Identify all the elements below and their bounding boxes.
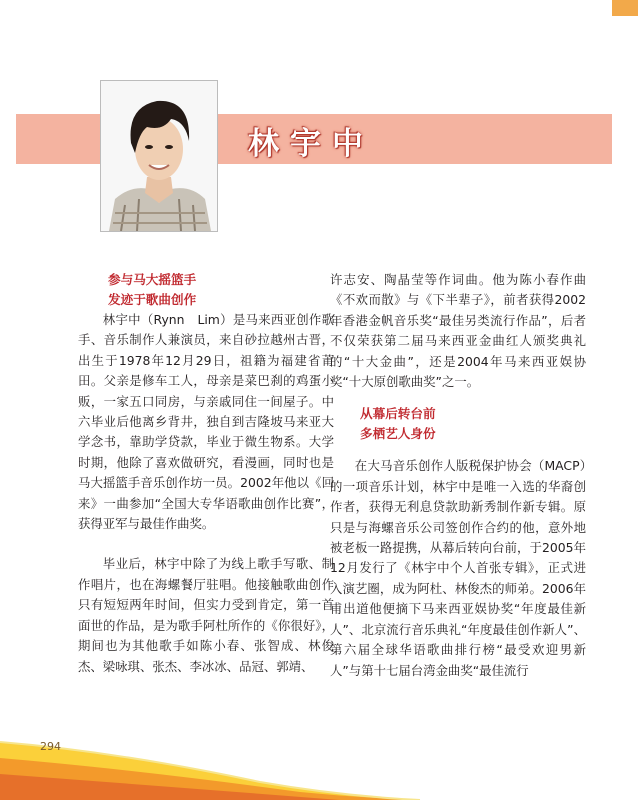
heading-line: 从幕后转台前 (360, 406, 436, 422)
footer-swoosh (0, 712, 638, 800)
paragraph: 许志安、陶晶莹等作词曲。他为陈小春作曲《不欢而散》与《下半辈子》，前者获得2002年香港金帆音乐奖“最佳另类流行作品”，后者不仅荣获第二届马来西亚金曲红人颁奖典礼的“十大金曲”，还是2004年马来西亚娱协奖“十大原创歌曲奖”之一。 (330, 272, 586, 390)
section-heading-1 (108, 270, 334, 310)
section-heading-2 (360, 404, 586, 444)
paragraph: 林宇中（Rynn Lim）是马来西亚创作歌手、音乐制作人兼演员，来自砂拉越州古晋，出生于1978年12月29日，祖籍为福建省莆田。父亲是修车工人，母亲是菜巴刹的鸡蛋小贩，一家五口同房，与亲戚同住一间屋子。中六毕业后他离乡背井，独自到吉隆坡马来亚大学念书，靠助学贷款，毕业于微生物系。大学时期，他除了喜欢做研究，看漫画，同时也是马大摇篮手音乐创作坊一员。2002年他以《回来》一曲参加“全国大专华语歌曲创作比赛”，获得亚军与最佳作曲奖。 (78, 312, 334, 532)
portrait-photo (100, 80, 218, 232)
paragraph-gap (330, 444, 586, 456)
paragraph-gap (78, 534, 334, 554)
paragraph: 在大马音乐创作人版税保护协会（MACP）的一项音乐计划，林宇中是唯一入选的华裔创作者，获得无利息贷款助新秀制作新专辑。原只是与海螺音乐公司签创作合约的他，意外地被老板一路提携，从幕后转向台前，于2005年12月发行了《林宇中个人首张专辑》，正式进入演艺圈，成为阿杜、林俊杰的师弟。2006年甫出道他便摘下马来西亚娱协奖“年度最佳新人”、北京流行音乐典礼“年度最佳创作新人”、第六届全球华语歌曲排行榜“最受欢迎男新人”与第十七届台湾金曲奖“最佳流行 (330, 458, 586, 678)
paragraph-gap (330, 392, 586, 404)
page-number: 294 (40, 740, 61, 753)
corner-tab (612, 0, 638, 16)
right-column (330, 270, 586, 681)
portrait-illustration (101, 81, 217, 231)
heading-line: 参与马大摇篮手 (108, 272, 197, 287)
heading-line: 多栖艺人身份 (360, 426, 436, 442)
heading-line: 发迹于歌曲创作 (108, 292, 197, 307)
paragraph: 毕业后，林宇中除了为线上歌手写歌、制作唱片，也在海螺餐厅驻唱。他接触歌曲创作只有短短两年时间，但实力受到肯定，第一首面世的作品，是为歌手阿杜所作的《你很好》，期间也为其他歌手如陈小春、张智成、林俊杰、梁咏琪、张杰、李冰冰、品冠、郭靖、 (78, 556, 334, 674)
left-column (78, 270, 334, 677)
page-title: 林宇中 (248, 126, 374, 162)
